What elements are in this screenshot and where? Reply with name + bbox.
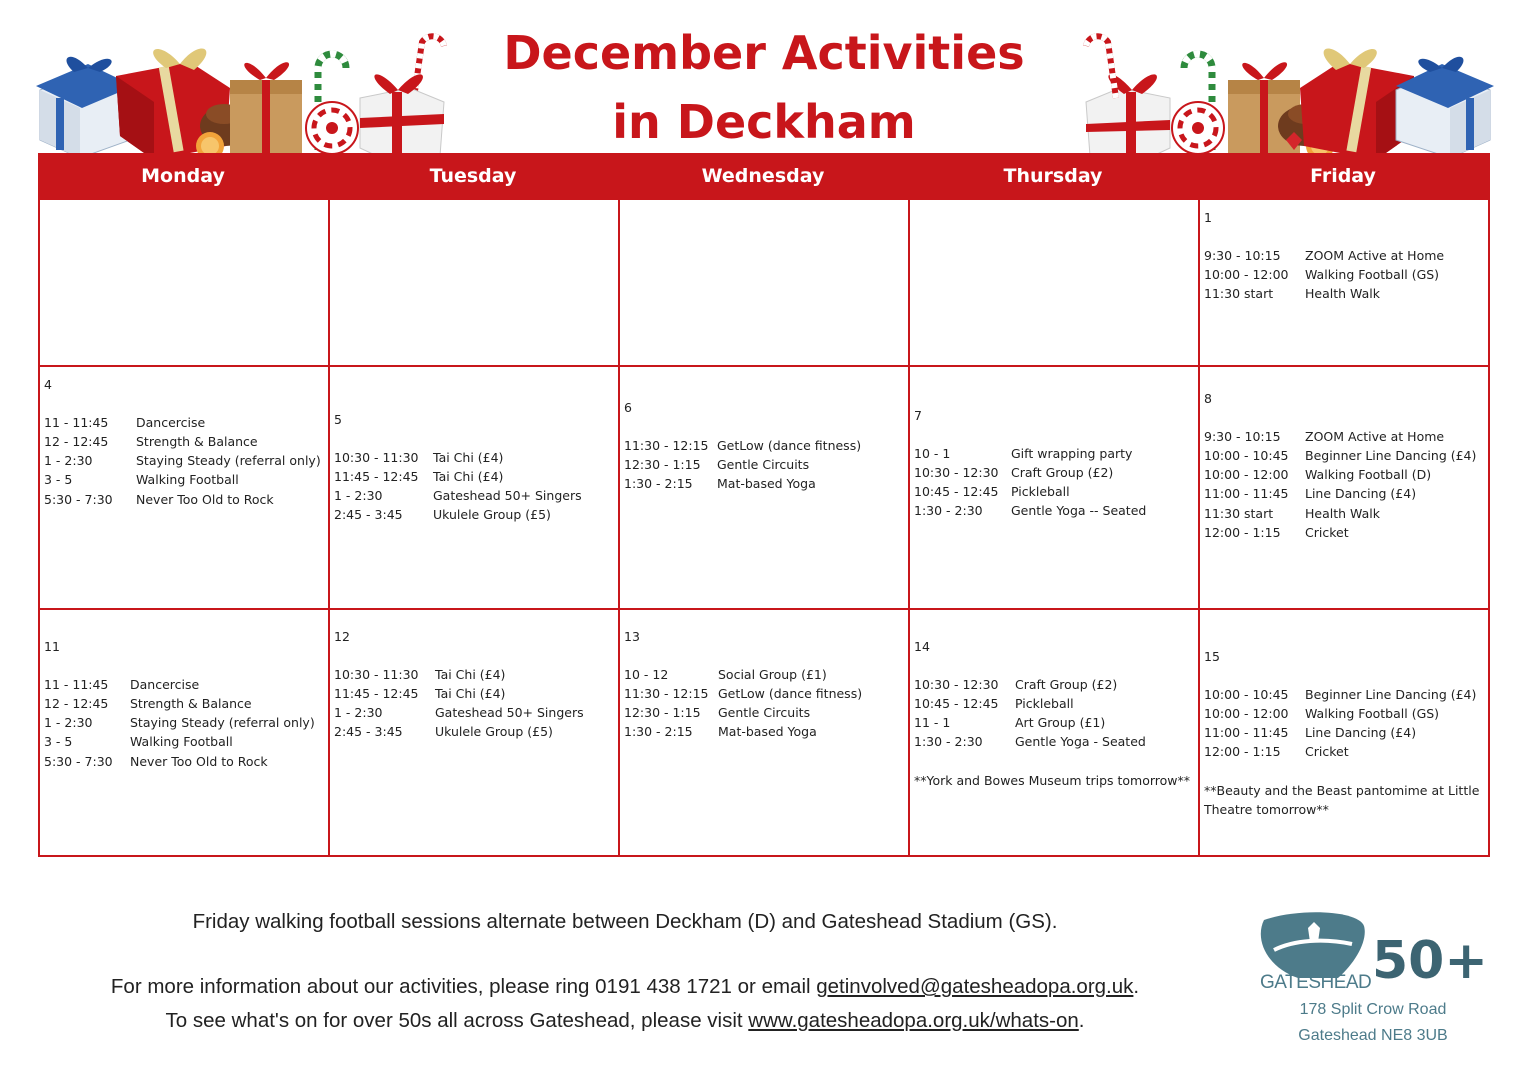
event-item bbox=[914, 713, 1194, 732]
event-name: Gift wrapping party bbox=[1011, 446, 1133, 462]
event-item bbox=[1204, 523, 1484, 542]
event-time: 9:30 - 10:15 bbox=[1204, 429, 1281, 445]
spacer bbox=[44, 394, 324, 413]
day-number: 7 bbox=[914, 408, 922, 423]
header-thursday: Thursday bbox=[1003, 165, 1103, 187]
event-name: ZOOM Active at Home bbox=[1305, 248, 1445, 264]
event-time: 10:00 - 12:00 bbox=[1204, 267, 1289, 283]
event-time: 10:30 - 12:30 bbox=[914, 465, 999, 481]
event-time: 1:30 - 2:15 bbox=[624, 476, 693, 492]
event-item bbox=[1204, 465, 1484, 484]
contact-suffix: . bbox=[1133, 975, 1140, 998]
day-cell bbox=[38, 365, 330, 612]
event-time: 1 - 2:30 bbox=[334, 705, 383, 721]
event-name: Staying Steady (referral only) bbox=[130, 715, 315, 731]
event-name: Line Dancing (£4) bbox=[1305, 725, 1417, 741]
event-time: 12 - 12:45 bbox=[44, 696, 109, 712]
event-name: Walking Football bbox=[136, 472, 239, 488]
day-cell-content bbox=[44, 375, 324, 509]
event-item bbox=[1204, 427, 1484, 446]
event-time: 2:45 - 3:45 bbox=[334, 724, 403, 740]
calendar-header bbox=[38, 153, 1490, 199]
event-item bbox=[1204, 504, 1484, 523]
event-item bbox=[914, 732, 1194, 751]
spacer bbox=[334, 429, 614, 448]
day-cell bbox=[908, 198, 1200, 369]
day-cell-content bbox=[1204, 647, 1484, 819]
day-cell-content bbox=[624, 627, 904, 742]
day-cell-content bbox=[914, 406, 1194, 521]
event-item bbox=[624, 665, 904, 684]
event-name: Walking Football (D) bbox=[1305, 467, 1432, 483]
day-number: 5 bbox=[334, 412, 342, 427]
event-time: 10 - 1 bbox=[914, 446, 951, 462]
event-item bbox=[44, 675, 324, 694]
event-name: Gentle Yoga -- Seated bbox=[1011, 503, 1147, 519]
event-name: Tai Chi (£4) bbox=[433, 469, 504, 485]
event-item bbox=[1204, 742, 1484, 761]
event-item bbox=[914, 675, 1194, 694]
event-name: Craft Group (£2) bbox=[1011, 465, 1114, 481]
event-item bbox=[334, 665, 614, 684]
event-name: Cricket bbox=[1305, 744, 1349, 760]
event-time: 11:45 - 12:45 bbox=[334, 686, 419, 702]
header-friday: Friday bbox=[1310, 165, 1376, 187]
event-name: Art Group (£1) bbox=[1015, 715, 1106, 731]
day-cell bbox=[1198, 198, 1490, 369]
day-number: 1 bbox=[1204, 210, 1212, 225]
event-time: 10:00 - 12:00 bbox=[1204, 467, 1289, 483]
event-item bbox=[914, 501, 1194, 520]
event-item bbox=[334, 684, 614, 703]
event-name: Ukulele Group (£5) bbox=[435, 724, 553, 740]
day-number: 14 bbox=[914, 639, 930, 654]
page-title: December Activities bbox=[503, 26, 1025, 80]
event-time: 11:30 start bbox=[1204, 286, 1274, 302]
event-name: Staying Steady (referral only) bbox=[136, 453, 321, 469]
event-item bbox=[334, 486, 614, 505]
event-name: Pickleball bbox=[1015, 696, 1074, 712]
event-item bbox=[624, 684, 904, 703]
event-name: Mat-based Yoga bbox=[718, 724, 817, 740]
event-item bbox=[1204, 446, 1484, 465]
day-cell bbox=[618, 365, 910, 612]
event-item bbox=[914, 463, 1194, 482]
event-item bbox=[1204, 265, 1484, 284]
day-cell bbox=[1198, 365, 1490, 612]
event-name: Mat-based Yoga bbox=[717, 476, 816, 492]
spacer bbox=[1204, 762, 1484, 781]
event-item bbox=[1204, 685, 1484, 704]
event-time: 12:30 - 1:15 bbox=[624, 457, 701, 473]
event-name: Dancercise bbox=[136, 415, 206, 431]
calendar bbox=[38, 153, 1490, 855]
event-time: 12 - 12:45 bbox=[44, 434, 109, 450]
spacer bbox=[1204, 227, 1484, 246]
event-item bbox=[334, 722, 614, 741]
event-item bbox=[1204, 484, 1484, 503]
event-time: 12:00 - 1:15 bbox=[1204, 524, 1281, 540]
day-cell bbox=[908, 608, 1200, 857]
day-cell bbox=[908, 365, 1200, 612]
event-name: Line Dancing (£4) bbox=[1305, 486, 1417, 502]
spacer bbox=[914, 656, 1194, 675]
event-time: 10:45 - 12:45 bbox=[914, 696, 999, 712]
logo-badge: 50+ bbox=[1372, 931, 1488, 991]
lollipop-icon bbox=[306, 102, 358, 154]
event-time: 11:30 - 12:15 bbox=[624, 438, 709, 454]
event-item bbox=[44, 490, 324, 509]
brown-gift-icon bbox=[230, 62, 302, 154]
event-time: 11:30 start bbox=[1204, 505, 1274, 521]
event-time: 10:00 - 10:45 bbox=[1204, 687, 1289, 703]
day-cell-content bbox=[334, 627, 614, 742]
day-cell-content bbox=[1204, 208, 1484, 303]
day-number: 11 bbox=[44, 639, 60, 654]
event-time: 10 - 12 bbox=[624, 667, 669, 683]
event-name: Never Too Old to Rock bbox=[136, 491, 274, 507]
event-name: Gateshead 50+ Singers bbox=[433, 488, 582, 504]
event-item bbox=[1204, 246, 1484, 265]
day-number: 4 bbox=[44, 377, 52, 392]
event-item bbox=[44, 713, 324, 732]
logo-name: GATESHEAD bbox=[1260, 972, 1372, 993]
footer-note: Friday walking football sessions alternate between Deckham (D) and Gateshead Stadium (GS). bbox=[192, 910, 1058, 933]
day-number: 8 bbox=[1204, 391, 1212, 406]
event-name: Dancercise bbox=[130, 677, 200, 693]
day-cell-content bbox=[44, 637, 324, 771]
day-cell-content bbox=[1204, 389, 1484, 542]
event-time: 3 - 5 bbox=[44, 734, 73, 750]
event-time: 12:30 - 1:15 bbox=[624, 705, 701, 721]
website-suffix: . bbox=[1078, 1009, 1085, 1032]
day-number: 12 bbox=[334, 629, 350, 644]
event-name: Tai Chi (£4) bbox=[433, 450, 504, 466]
day-cell-content bbox=[914, 637, 1194, 790]
event-item bbox=[624, 474, 904, 493]
event-item bbox=[44, 470, 324, 489]
event-time: 3 - 5 bbox=[44, 472, 73, 488]
event-item bbox=[914, 694, 1194, 713]
white-gift-icon bbox=[1086, 74, 1170, 162]
event-name: Tai Chi (£4) bbox=[435, 667, 506, 683]
christmas-gifts-right-decoration bbox=[1080, 28, 1500, 164]
event-time: 12:00 - 1:15 bbox=[1204, 744, 1281, 760]
event-name: Strength & Balance bbox=[130, 696, 252, 712]
event-time: 1:30 - 2:30 bbox=[914, 734, 983, 750]
event-time: 1 - 2:30 bbox=[44, 453, 93, 469]
event-time: 11:30 - 12:15 bbox=[624, 686, 709, 702]
event-time: 2:45 - 3:45 bbox=[334, 507, 403, 523]
day-number: 15 bbox=[1204, 649, 1220, 664]
event-time: 10:45 - 12:45 bbox=[914, 484, 999, 500]
event-name: Beginner Line Dancing (£4) bbox=[1305, 687, 1477, 703]
day-cell bbox=[328, 198, 620, 369]
event-time: 10:30 - 11:30 bbox=[334, 667, 419, 683]
event-item bbox=[1204, 723, 1484, 742]
day-cell-content bbox=[334, 410, 614, 525]
address-line1: 178 Split Crow Road bbox=[1299, 1001, 1447, 1018]
event-time: 11 - 1 bbox=[914, 715, 951, 731]
event-name: Tai Chi (£4) bbox=[435, 686, 506, 702]
event-item bbox=[44, 432, 324, 451]
event-item bbox=[1204, 284, 1484, 303]
day-cell bbox=[328, 365, 620, 612]
event-time: 1 - 2:30 bbox=[334, 488, 383, 504]
event-time: 11:45 - 12:45 bbox=[334, 469, 419, 485]
event-item bbox=[44, 694, 324, 713]
day-cell bbox=[618, 608, 910, 857]
event-item bbox=[44, 732, 324, 751]
event-name: Cricket bbox=[1305, 524, 1349, 540]
event-time: 5:30 - 7:30 bbox=[44, 753, 113, 769]
event-time: 9:30 - 10:15 bbox=[1204, 248, 1281, 264]
event-time: 5:30 - 7:30 bbox=[44, 491, 113, 507]
website-link[interactable]: www.gatesheadopa.org.uk/whats-on bbox=[748, 1009, 1079, 1032]
spacer bbox=[914, 752, 1194, 771]
event-item bbox=[44, 451, 324, 470]
event-time: 1:30 - 2:15 bbox=[624, 724, 693, 740]
white-gift-icon bbox=[360, 74, 444, 162]
event-item bbox=[914, 482, 1194, 501]
event-item bbox=[334, 467, 614, 486]
event-item bbox=[334, 448, 614, 467]
day-number: 6 bbox=[624, 400, 632, 415]
christmas-gifts-left-decoration bbox=[30, 28, 450, 164]
header-monday: Monday bbox=[141, 165, 225, 187]
event-item bbox=[1204, 704, 1484, 723]
day-cell bbox=[38, 198, 330, 369]
event-time: 10:00 - 12:00 bbox=[1204, 706, 1289, 722]
spacer bbox=[624, 646, 904, 665]
spacer bbox=[914, 425, 1194, 444]
spacer bbox=[334, 646, 614, 665]
event-item bbox=[624, 436, 904, 455]
event-time: 10:00 - 10:45 bbox=[1204, 448, 1289, 464]
event-name: Never Too Old to Rock bbox=[130, 753, 268, 769]
cell-note: **York and Bowes Museum trips tomorrow** bbox=[914, 772, 1191, 788]
event-item bbox=[624, 703, 904, 722]
footer-contact bbox=[0, 975, 1250, 999]
event-time: 11 - 11:45 bbox=[44, 677, 109, 693]
event-name: Pickleball bbox=[1011, 484, 1070, 500]
event-name: Walking Football (GS) bbox=[1305, 267, 1440, 283]
event-item bbox=[624, 455, 904, 474]
event-item bbox=[334, 505, 614, 524]
spacer bbox=[44, 656, 324, 675]
day-cell-content bbox=[624, 398, 904, 493]
header-tuesday: Tuesday bbox=[429, 165, 517, 187]
day-cell bbox=[1198, 608, 1490, 857]
website-text: To see what's on for over 50s all across Gateshead, please visit bbox=[165, 1009, 749, 1032]
footer-website bbox=[0, 1009, 1250, 1033]
event-item bbox=[914, 444, 1194, 463]
event-name: Gateshead 50+ Singers bbox=[435, 705, 584, 721]
event-item bbox=[44, 413, 324, 432]
day-number: 13 bbox=[624, 629, 640, 644]
contact-text: For more information about our activities, please ring 0191 438 1721 or email bbox=[110, 975, 817, 998]
event-name: GetLow (dance fitness) bbox=[718, 686, 863, 702]
address-line2: Gateshead NE8 3UB bbox=[1298, 1027, 1448, 1044]
event-name: Gentle Circuits bbox=[717, 457, 810, 473]
event-name: Social Group (£1) bbox=[718, 667, 827, 683]
page-subtitle: in Deckham bbox=[612, 95, 916, 149]
event-name: Ukulele Group (£5) bbox=[433, 507, 551, 523]
event-time: 11:00 - 11:45 bbox=[1204, 486, 1289, 502]
event-time: 1 - 2:30 bbox=[44, 715, 93, 731]
cell-note: **Beauty and the Beast pantomime at Little Theatre tomorrow** bbox=[1204, 782, 1480, 817]
event-name: Walking Football bbox=[130, 734, 233, 750]
spacer bbox=[1204, 408, 1484, 427]
day-cell bbox=[38, 608, 330, 857]
event-time: 11:00 - 11:45 bbox=[1204, 725, 1289, 741]
day-cell bbox=[618, 198, 910, 369]
email-link[interactable]: getinvolved@gatesheadopa.org.uk bbox=[816, 975, 1134, 998]
event-time: 10:30 - 12:30 bbox=[914, 677, 999, 693]
event-name: Walking Football (GS) bbox=[1305, 706, 1440, 722]
blue-gift-icon bbox=[1396, 57, 1494, 158]
event-item bbox=[334, 703, 614, 722]
event-item bbox=[44, 752, 324, 771]
spacer bbox=[1204, 666, 1484, 685]
header-wednesday: Wednesday bbox=[701, 165, 825, 187]
event-name: Gentle Yoga - Seated bbox=[1015, 734, 1146, 750]
event-name: Craft Group (£2) bbox=[1015, 677, 1118, 693]
spacer bbox=[624, 417, 904, 436]
event-name: Strength & Balance bbox=[136, 434, 258, 450]
event-name: GetLow (dance fitness) bbox=[717, 438, 862, 454]
event-time: 10:30 - 11:30 bbox=[334, 450, 419, 466]
event-name: ZOOM Active at Home bbox=[1305, 429, 1445, 445]
event-name: Health Walk bbox=[1305, 505, 1380, 521]
lollipop-icon bbox=[1172, 102, 1224, 154]
event-time: 11 - 11:45 bbox=[44, 415, 109, 431]
day-cell bbox=[328, 608, 620, 857]
event-name: Beginner Line Dancing (£4) bbox=[1305, 448, 1477, 464]
event-time: 1:30 - 2:30 bbox=[914, 503, 983, 519]
event-name: Health Walk bbox=[1305, 286, 1380, 302]
event-name: Gentle Circuits bbox=[718, 705, 811, 721]
event-item bbox=[624, 722, 904, 741]
